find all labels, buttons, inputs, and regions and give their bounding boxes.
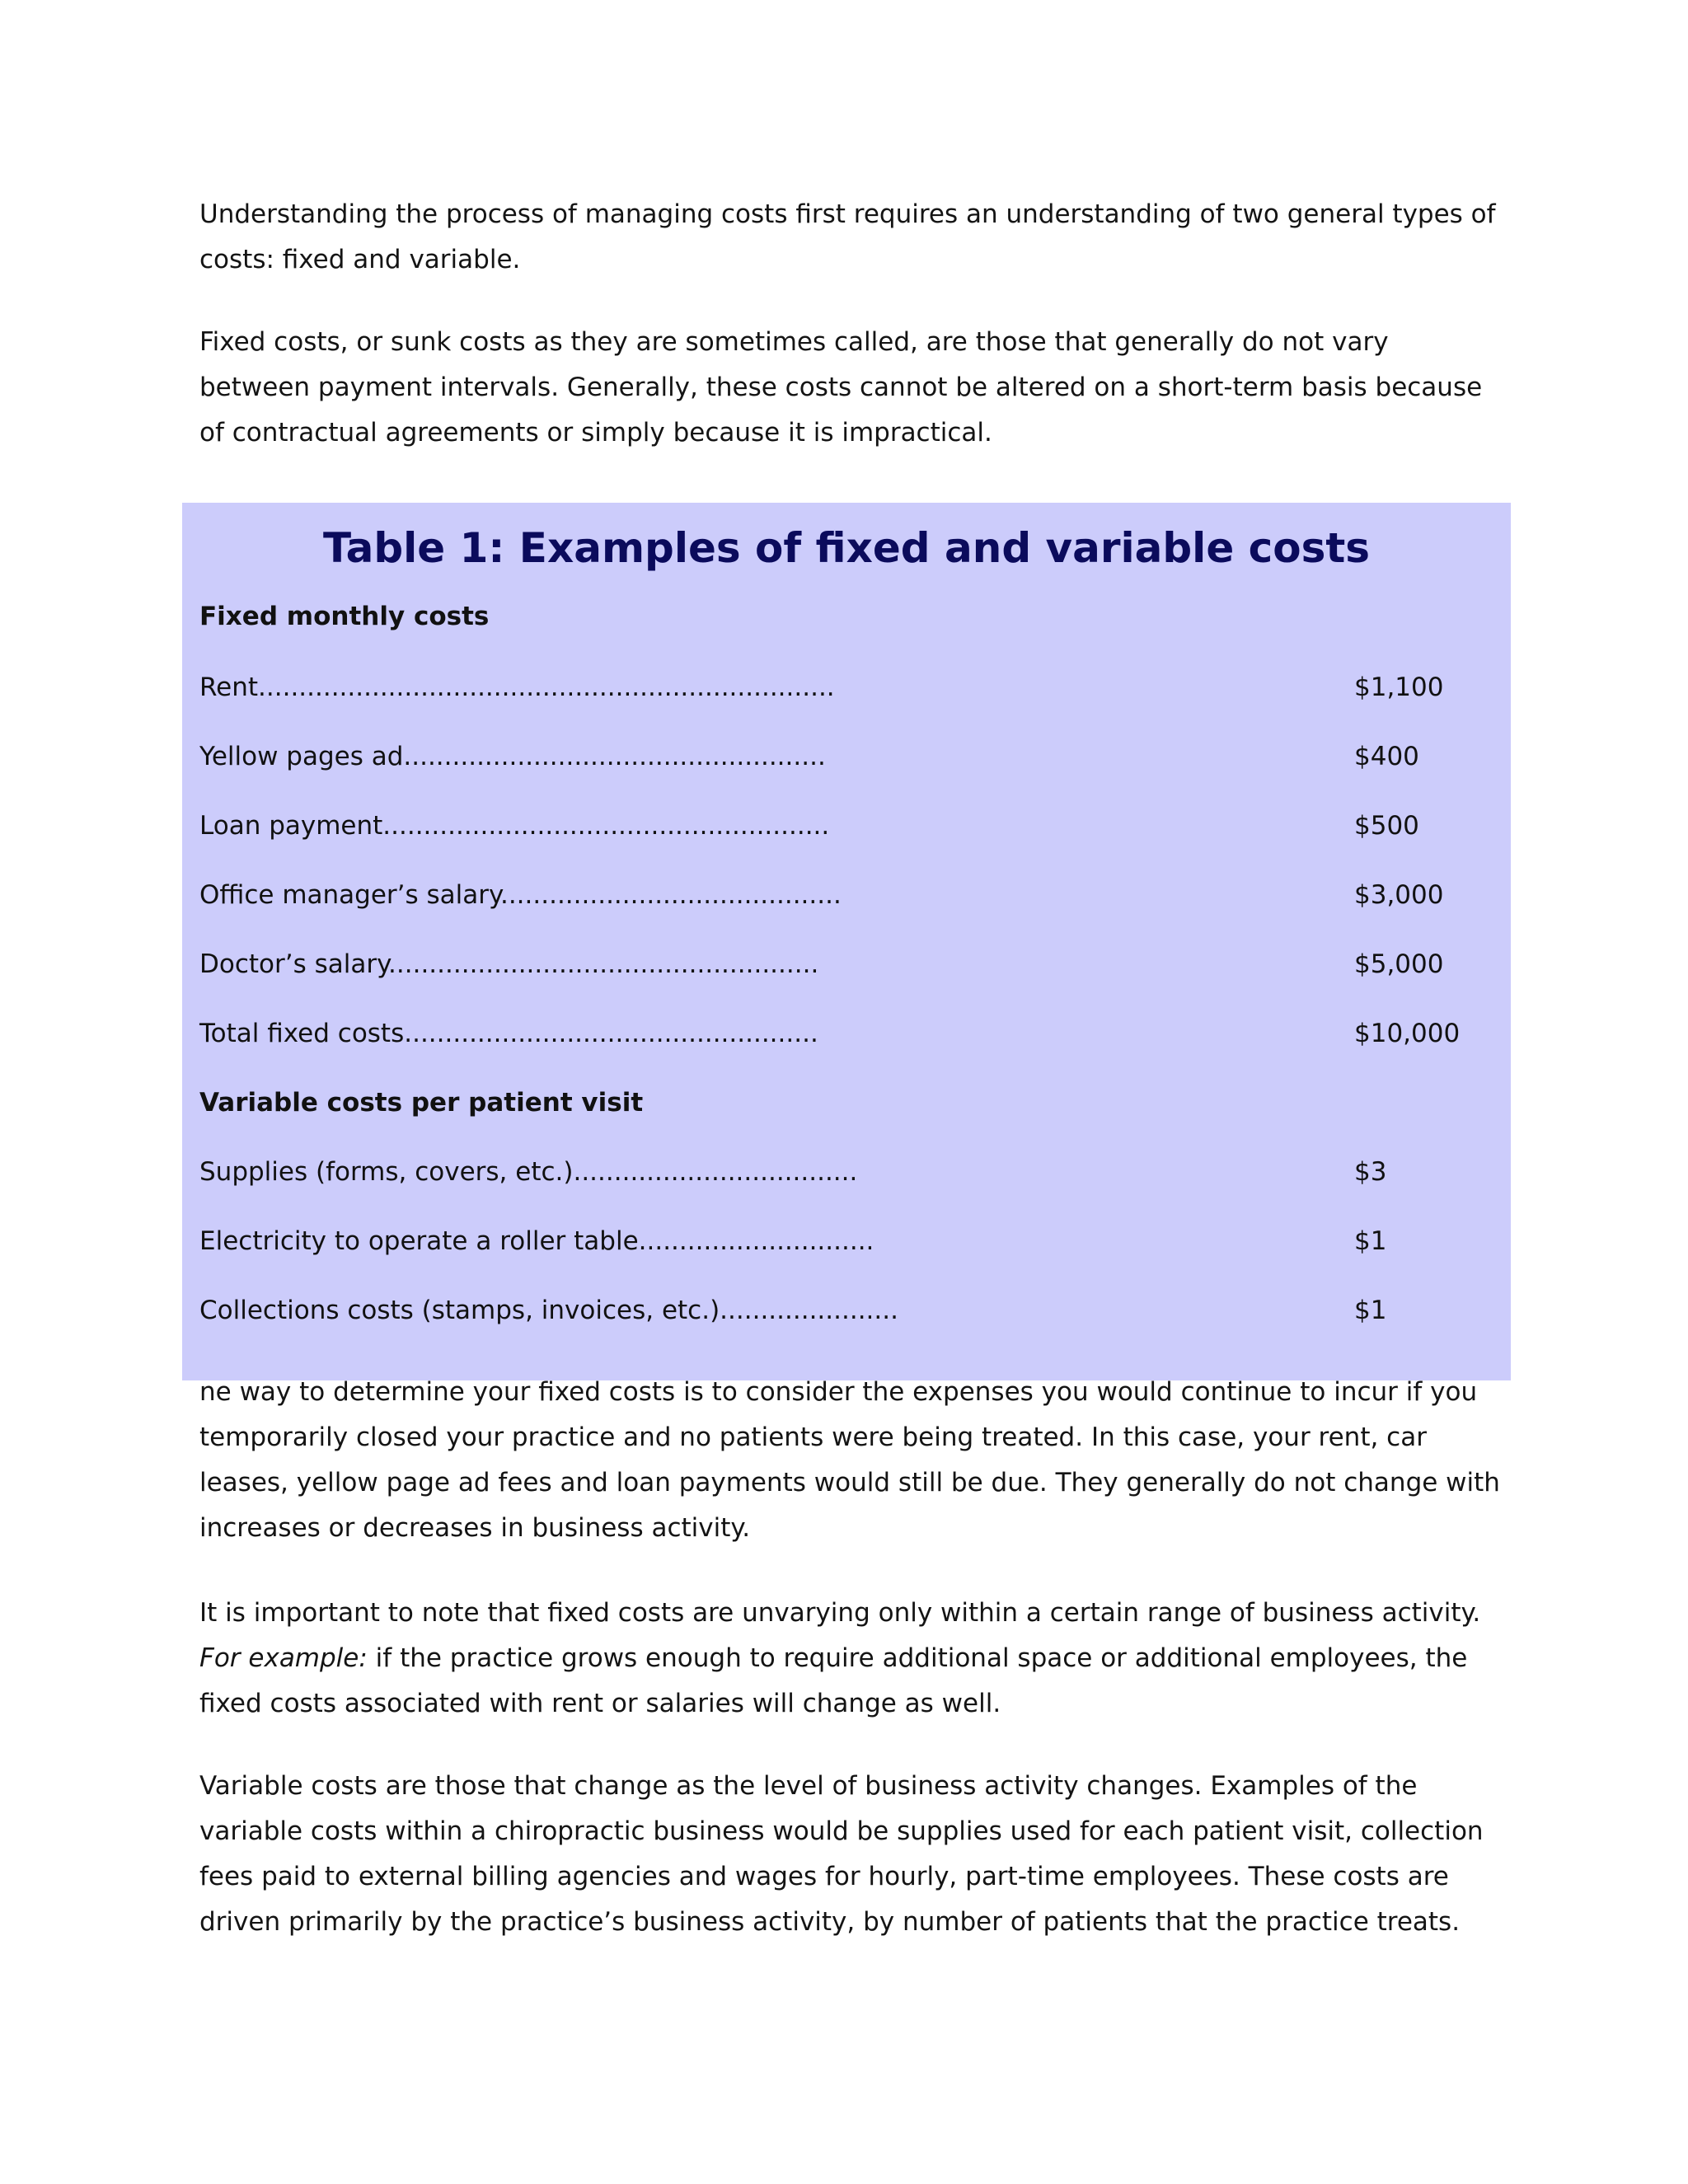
row-amount: $10,000 [1354,1019,1461,1048]
table-row-collections [199,1294,1493,1327]
row-label: Total fixed costs................................................... [199,1019,818,1048]
table-row-rent [199,671,1493,704]
body-paragraph-range [199,1591,1502,1727]
table-title: Table 1: Examples of fixed and variable costs [322,524,1371,572]
row-label: Electricity to operate a roller table............................. [199,1226,874,1256]
row-amount: $1 [1354,1296,1387,1325]
row-amount: $500 [1354,811,1419,841]
row-amount: $3 [1354,1157,1387,1187]
row-label: Office manager’s salary.......................................... [199,880,842,910]
row-label: Collections costs (stamps, invoices, etc.)...................... [199,1296,898,1325]
italic-example-label: For example: [199,1643,368,1673]
body-paragraph-variable-costs: Variable costs are those that change as the level of business activity changes. Examples of the variable costs within a chiropractic business would be supplies used for each patient visit, collection fees paid to external billing agencies and wages for hourly, part-time employees. These costs are driven primarily by the practice’s business activity, by number of patients that the practice treats. [199,1771,1484,1937]
cost-examples-table [182,503,1511,1380]
paragraph-text: It is important to note that fixed costs are unvarying only within a certain range of business activity. [199,1598,1481,1628]
row-amount: $400 [1354,742,1419,771]
row-label: Rent....................................................................... [199,673,835,702]
table-row-supplies [199,1155,1493,1188]
body-paragraph-fixed-costs: ne way to determine your fixed costs is to consider the expenses you would continue to incur if you temporarily closed your practice and no patients were being treated. In this case, your rent, car leases, yellow page ad fees and loan payments would still be due. They generally do not change with increases or decreases in business activity. [199,1377,1500,1543]
variable-costs-heading: Variable costs per patient visit [199,1088,644,1118]
table-row-office-manager-salary [199,879,1493,912]
paragraph-text: if the practice grows enough to require additional space or additional employees, the fixed costs associated with rent or salaries will change as well. [199,1643,1468,1718]
row-amount: $1 [1354,1226,1387,1256]
intro-paragraph-1: Understanding the process of managing costs first requires an understanding of two general types of costs: fixed and variable. [199,199,1496,274]
row-amount: $5,000 [1354,949,1444,979]
row-amount: $1,100 [1354,673,1444,702]
fixed-costs-heading: Fixed monthly costs [199,602,490,631]
table-row-doctor-salary [199,948,1493,981]
table-row-loan-payment [199,809,1493,842]
row-label: Doctor’s salary..................................................... [199,949,819,979]
table-row-yellow-pages [199,740,1493,773]
intro-paragraph-2: Fixed costs, or sunk costs as they are sometimes called, are those that generally do not vary between payment intervals. Generally, these costs cannot be altered on a short-term basis because of contractual agreements or simply because it is impractical. [199,327,1483,448]
row-label: Yellow pages ad.................................................... [199,742,826,771]
row-amount: $3,000 [1354,880,1444,910]
row-label: Loan payment....................................................... [199,811,830,841]
row-label: Supplies (forms, covers, etc.)................................... [199,1157,858,1187]
table-row-total-fixed [199,1017,1493,1050]
table-row-electricity [199,1225,1493,1258]
